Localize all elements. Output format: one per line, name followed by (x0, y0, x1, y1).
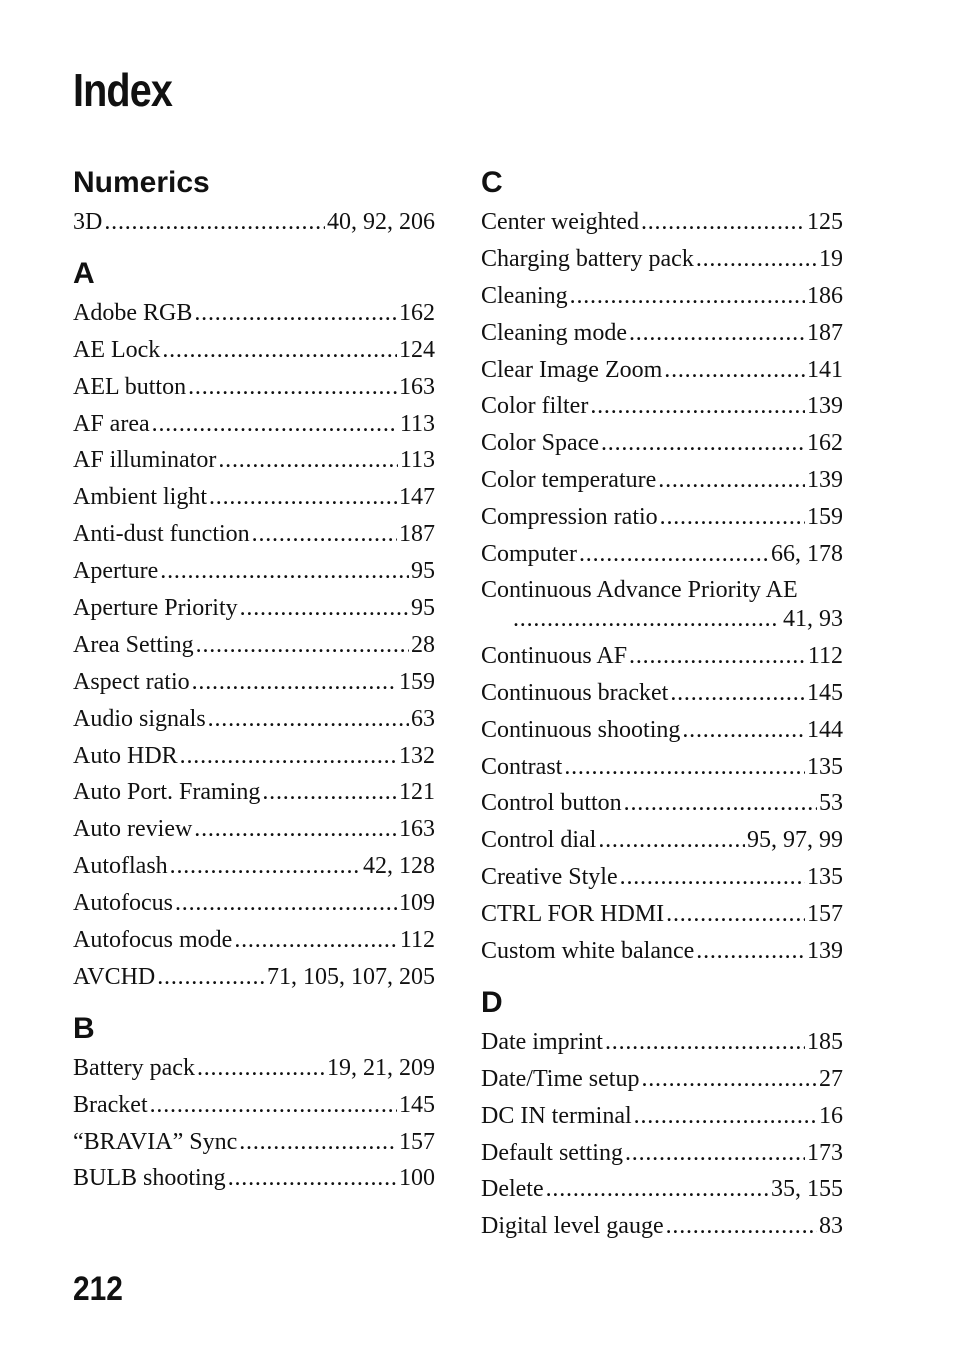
page-references: 157 (399, 1128, 435, 1155)
dot-leader (234, 922, 398, 959)
dot-leader (579, 536, 769, 573)
dot-leader (664, 352, 805, 389)
dot-leader (192, 664, 397, 701)
dot-leader (666, 896, 805, 933)
dot-leader (157, 959, 265, 996)
page-references: 157 (807, 901, 843, 928)
section-heading: A (73, 256, 95, 290)
index-entry (481, 822, 843, 859)
dot-leader (620, 859, 805, 896)
section-heading: D (481, 985, 503, 1019)
page-references: 66, 178 (771, 541, 843, 568)
index-entry (73, 885, 435, 922)
index-section (481, 162, 843, 970)
index-entry (73, 922, 435, 959)
index-term: Default setting (481, 1139, 623, 1166)
index-term: Area Setting (73, 631, 194, 658)
index-term: DC IN terminal (481, 1102, 632, 1129)
page-references: 40, 92, 206 (327, 209, 435, 235)
index-term: Color temperature (481, 467, 657, 494)
index-entry (73, 1087, 435, 1124)
index-entry (481, 896, 843, 933)
dot-leader (625, 1135, 805, 1172)
index-term: Custom white balance (481, 938, 695, 965)
index-term: Center weighted (481, 209, 639, 235)
dot-leader (624, 785, 817, 822)
index-column-left (73, 162, 435, 1209)
page-references: 95 (411, 595, 435, 622)
dot-leader (209, 479, 397, 516)
index-term: AF illuminator (73, 447, 217, 474)
dot-leader (162, 332, 397, 369)
page-references: 112 (807, 642, 843, 669)
index-term: Compression ratio (481, 504, 658, 531)
index-entry (481, 785, 843, 822)
index-term: Autofocus mode (73, 927, 233, 954)
index-entry (481, 573, 843, 638)
page-references: 145 (399, 1091, 435, 1118)
index-term: Delete (481, 1176, 544, 1203)
dot-leader (175, 885, 397, 922)
index-term: Autoflash (73, 853, 168, 880)
page-references: 109 (399, 890, 435, 917)
dot-leader (564, 749, 805, 786)
page-references: 41, 93 (783, 605, 843, 632)
page-references: 19 (819, 245, 843, 272)
dot-leader (682, 712, 805, 749)
index-term: AE Lock (73, 336, 161, 363)
index-term: Aspect ratio (73, 668, 190, 695)
dot-leader (240, 590, 409, 627)
index-entry (481, 204, 843, 241)
page-references: 28 (411, 631, 435, 658)
page-references: 63 (411, 705, 435, 732)
index-entry (73, 516, 435, 553)
dot-leader (208, 701, 409, 738)
index-term: 3D (73, 209, 103, 235)
index-section (481, 982, 843, 1245)
index-term: Continuous bracket (481, 679, 669, 706)
page-references: 27 (819, 1065, 843, 1092)
index-term: Date imprint (481, 1028, 603, 1055)
page-references: 187 (399, 521, 435, 548)
page-references: 132 (399, 742, 435, 769)
page-references: 113 (399, 410, 435, 437)
index-entry (481, 859, 843, 896)
index-entry (481, 675, 843, 712)
index-entry (73, 701, 435, 738)
index-term: Computer (481, 541, 577, 568)
dot-leader (160, 553, 409, 590)
dot-leader (601, 425, 805, 462)
dot-leader (194, 811, 397, 848)
page-references: 139 (807, 938, 843, 965)
index-term: Control dial (481, 827, 597, 854)
index-entry (481, 1061, 843, 1098)
page-references: 186 (807, 282, 843, 309)
page-references: 35, 155 (771, 1176, 843, 1203)
page-number: 212 (73, 1270, 123, 1308)
page-references: 173 (807, 1139, 843, 1166)
dot-leader (634, 1098, 817, 1135)
index-entry (73, 1050, 435, 1087)
page-references: 125 (807, 209, 843, 235)
page-references: 185 (807, 1028, 843, 1055)
page-references: 95 (411, 558, 435, 585)
index-entry (481, 315, 843, 352)
dot-leader (590, 388, 805, 425)
page-references: 100 (399, 1165, 435, 1192)
index-entry (481, 536, 843, 573)
index-entry (481, 241, 843, 278)
section-heading: Numerics (73, 166, 210, 199)
index-term: Color Space (481, 430, 599, 457)
dot-leader (152, 406, 398, 443)
page-references: 83 (819, 1213, 843, 1240)
page-title: Index (73, 64, 173, 116)
index-section (73, 253, 435, 996)
index-term: Clear Image Zoom (481, 356, 663, 383)
page-references: 71, 105, 107, 205 (267, 963, 435, 990)
dot-leader (629, 638, 806, 675)
index-term: Creative Style (481, 864, 618, 891)
dot-leader (696, 241, 817, 278)
index-entry (73, 369, 435, 406)
index-term: Cleaning mode (481, 319, 627, 346)
index-term: Contrast (481, 753, 563, 780)
dot-leader (170, 848, 361, 885)
page-references: 159 (399, 668, 435, 695)
index-term: Ambient light (73, 484, 207, 511)
dot-leader (218, 442, 398, 479)
index-entry (481, 1135, 843, 1172)
index-entry (73, 664, 435, 701)
section-heading: C (481, 166, 503, 199)
page-references: 135 (807, 864, 843, 891)
index-term: AEL button (73, 373, 187, 400)
page-references: 19, 21, 209 (327, 1054, 435, 1081)
page-references: 95, 97, 99 (747, 827, 843, 854)
index-entry (481, 712, 843, 749)
dot-leader (666, 1208, 817, 1245)
page-references: 53 (819, 790, 843, 817)
index-entry (73, 590, 435, 627)
dot-leader (641, 1061, 817, 1098)
index-term: Autofocus (73, 890, 173, 917)
dot-leader (228, 1160, 397, 1197)
dot-leader (546, 1171, 769, 1208)
page-references: 124 (399, 336, 435, 363)
dot-leader (598, 822, 745, 859)
index-entry (73, 295, 435, 332)
index-entry (481, 499, 843, 536)
index-term: Adobe RGB (73, 299, 193, 326)
dot-leader (629, 315, 805, 352)
dot-leader (188, 369, 397, 406)
page-references: 139 (807, 393, 843, 420)
dot-leader (180, 738, 397, 775)
index-entry (73, 204, 435, 241)
index-entry (481, 425, 843, 462)
index-term: AF area (73, 410, 150, 437)
page-references: 16 (819, 1102, 843, 1129)
index-term: Date/Time setup (481, 1065, 640, 1092)
page-references: 135 (807, 753, 843, 780)
index-entry (481, 1208, 843, 1245)
dot-leader (196, 627, 409, 664)
index-entry (481, 278, 843, 315)
page-references: 141 (807, 356, 843, 383)
dot-leader (513, 605, 779, 634)
index-term: Continuous Advance Priority AE (481, 576, 798, 603)
page-references: 163 (399, 816, 435, 843)
index-entry (73, 406, 435, 443)
page-references: 187 (807, 319, 843, 346)
dot-leader (197, 1050, 325, 1087)
index-entry (481, 749, 843, 786)
dot-leader (194, 295, 397, 332)
dot-leader (605, 1024, 805, 1061)
page-references: 145 (807, 679, 843, 706)
index-entry (73, 848, 435, 885)
dot-leader (696, 933, 805, 970)
index-entry (481, 1171, 843, 1208)
index-term: Battery pack (73, 1054, 195, 1081)
index-term: Audio signals (73, 705, 206, 732)
index-term: AVCHD (73, 963, 156, 990)
index-term: Auto Port. Framing (73, 779, 261, 806)
index-term: BULB shooting (73, 1165, 226, 1192)
index-entry (481, 462, 843, 499)
index-term: Auto review (73, 816, 193, 843)
index-term: “BRAVIA” Sync (73, 1128, 238, 1155)
index-term: CTRL FOR HDMI (481, 901, 665, 928)
page-references: 121 (399, 779, 435, 806)
page-references: 159 (807, 504, 843, 531)
index-term: Control button (481, 790, 622, 817)
dot-leader (670, 675, 805, 712)
page-references: 139 (807, 467, 843, 494)
index-entry (73, 1124, 435, 1161)
index-entry (73, 627, 435, 664)
index-term: Continuous shooting (481, 716, 681, 743)
index-term: Auto HDR (73, 742, 178, 769)
dot-leader (150, 1087, 397, 1124)
index-entry (73, 442, 435, 479)
dot-leader (104, 204, 325, 241)
index-section (73, 1008, 435, 1198)
index-term: Aperture Priority (73, 595, 238, 622)
page-references: 113 (399, 447, 435, 474)
index-entry (73, 959, 435, 996)
index-section (73, 162, 435, 241)
index-term: Color filter (481, 393, 589, 420)
index-term: Bracket (73, 1091, 148, 1118)
index-entry (73, 479, 435, 516)
index-entry (481, 638, 843, 675)
dot-leader (658, 462, 805, 499)
page-references: 112 (399, 927, 435, 954)
dot-leader (570, 278, 805, 315)
index-term: Anti-dust function (73, 521, 250, 548)
dot-leader (252, 516, 397, 553)
index-entry (73, 738, 435, 775)
index-term: Cleaning (481, 282, 568, 309)
index-entry (481, 933, 843, 970)
dot-leader (262, 774, 397, 811)
index-entry (73, 774, 435, 811)
index-entry (73, 811, 435, 848)
page-references: 163 (399, 373, 435, 400)
page-references: 144 (807, 716, 843, 743)
index-term: Continuous AF (481, 642, 628, 669)
index-column-right (481, 162, 843, 1257)
index-term: Charging battery pack (481, 245, 694, 272)
dot-leader (641, 204, 805, 241)
dot-leader (239, 1124, 397, 1161)
index-term: Aperture (73, 558, 159, 585)
index-entry (73, 553, 435, 590)
page-references: 42, 128 (363, 853, 435, 880)
page-references: 162 (399, 299, 435, 326)
index-entry (73, 332, 435, 369)
dot-leader (660, 499, 805, 536)
index-entry (481, 1024, 843, 1061)
index-entry (481, 1098, 843, 1135)
section-heading: B (73, 1011, 95, 1045)
page-references: 162 (807, 430, 843, 457)
page-references: 147 (399, 484, 435, 511)
index-entry (481, 388, 843, 425)
index-entry (73, 1160, 435, 1197)
index-entry (481, 352, 843, 389)
index-term: Digital level gauge (481, 1213, 664, 1240)
